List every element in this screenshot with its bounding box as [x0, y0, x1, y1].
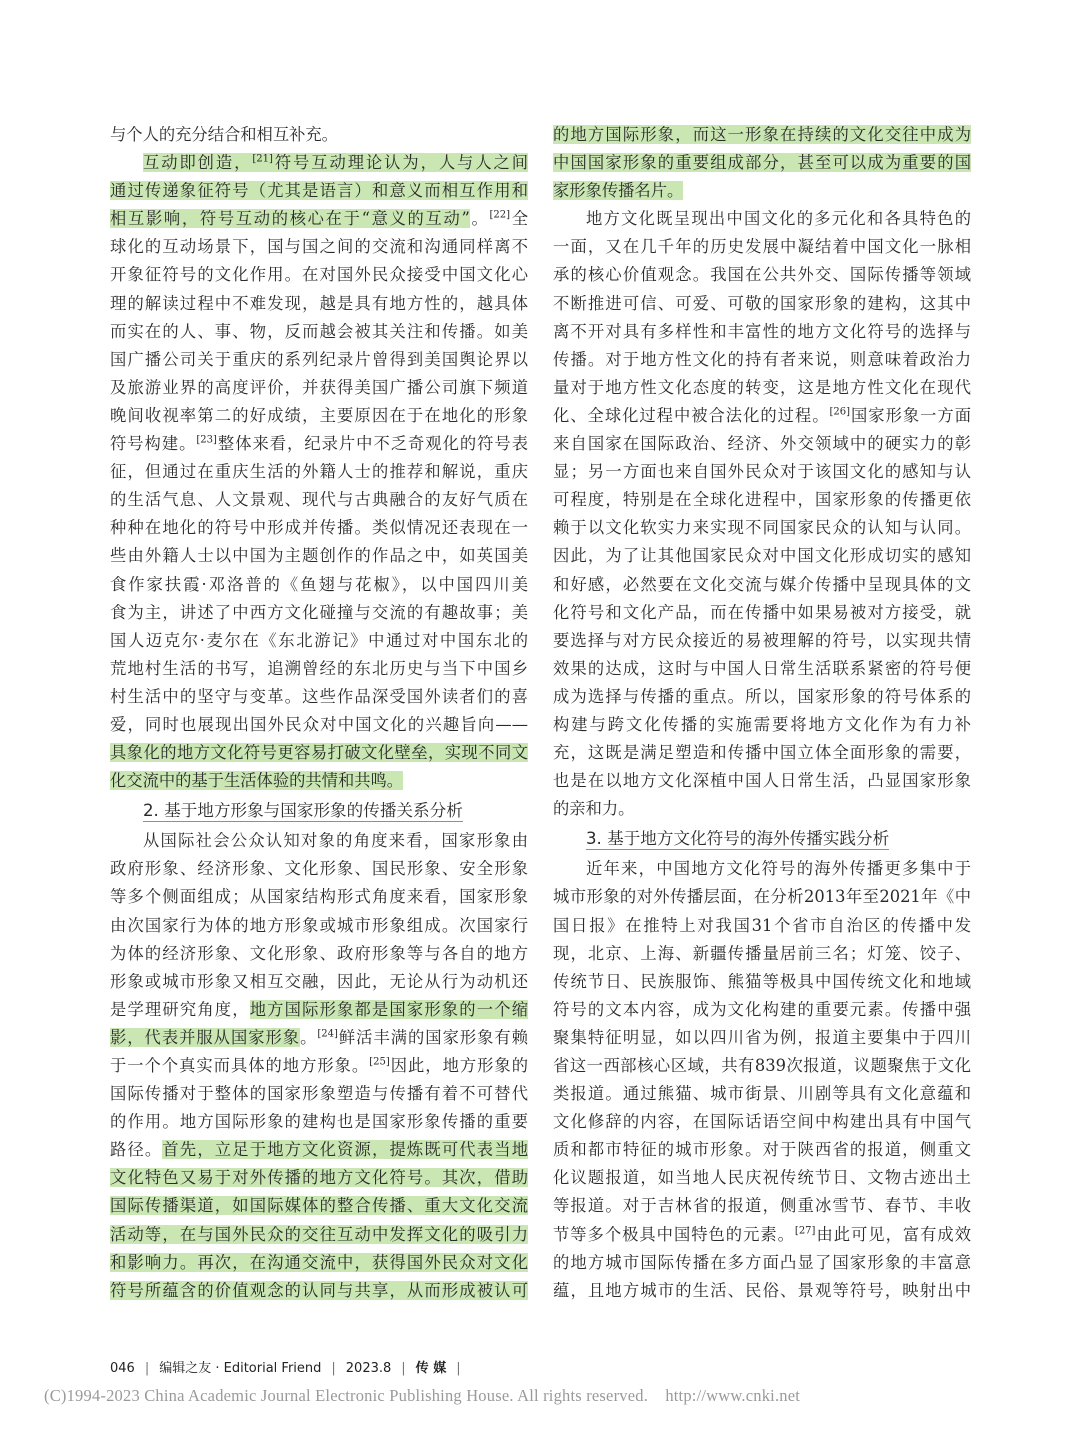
text-line: 类报道。通过熊猫、城市街景、川剧等具有文化意蕴和 — [553, 1084, 971, 1104]
text-line: 于一个个真实而具体的地方形象。[25]因此，地方形象的 — [110, 1056, 528, 1075]
text-line: 与个人的充分结合和相互补充。 — [110, 125, 338, 144]
text-line: 的作用。地方国际形象的建构也是国家形象传播的重要 — [110, 1112, 528, 1132]
text-line: 成为选择与传播的重点。所以，国家形象的符号体系的 — [553, 686, 971, 706]
copyright-watermark: (C)1994-2023 China Academic Journal Electronic Publishing House. All rights reserved. http://www.cnki.net — [44, 1386, 801, 1405]
text-line: 荒地村生活的书写，追溯曾经的东北历史与当下中国乡 — [110, 658, 528, 678]
text-line: 相互影响，符号互动的核心在于“意义的互动”。[22]全 — [110, 209, 528, 229]
text-line: 现，北京、上海、新疆传播量居前三名；灯笼、饺子、 — [553, 943, 971, 963]
text-line: 近年来，中国地方文化符号的海外传播更多集中于 — [586, 859, 971, 879]
text-line: 球化的互动场景下，国与国之间的交流和沟通同样离不 — [110, 237, 528, 257]
text-line: 也是在以地方文化深植中国人日常生活，凸显国家形象 — [553, 771, 971, 791]
text-line: 化、全球化过程中被合法化的过程。[26]国家形象一方面 — [553, 405, 971, 425]
text-line: 国际传播对于整体的国家形象塑造与传播有着不可替代 — [110, 1084, 528, 1104]
text-line: 的地方城市国际传播在多方面凸显了国家形象的丰富意 — [553, 1252, 971, 1272]
text-line: 符号所蕴含的价值观念的认同与共享，从而形成被认可 — [110, 1280, 528, 1300]
issue-number: 2023.8 — [345, 1361, 392, 1376]
text-line: 些由外籍人士以中国为主题创作的作品之中，如英国美 — [110, 546, 528, 566]
text-line: 离不开对具有多样性和丰富性的地方文化符号的选择与 — [553, 321, 971, 341]
text-line: 家形象传播名片。 — [553, 181, 684, 201]
page-number: 046 — [110, 1361, 135, 1376]
text-line: 和好感，必然要在文化交流与媒介传播中呈现具体的文 — [553, 574, 971, 594]
text-line: 不断推进可信、可爱、可敬的国家形象的建构，这其中 — [553, 293, 971, 313]
text-line: 而实在的人、事、物，反而越会被其关注和传播。如美 — [110, 321, 528, 341]
text-line: 聚集特征明显，如以四川省为例，报道主要集中于四川 — [553, 1027, 971, 1047]
text-line: 地方文化既呈现出中国文化的多元化和各具特色的 — [586, 209, 971, 229]
text-line: 村生活中的坚守与变革。这些作品深受国外读者们的喜 — [110, 686, 528, 706]
section-heading: 2. 基于地方形象与国家形象的传播关系分析 — [143, 801, 463, 821]
section-name: 传 媒 — [415, 1361, 447, 1376]
text-line: 效果的达成，这时与中国人日常生活联系紧密的符号便 — [553, 658, 971, 678]
text-line: 城市形象的对外传播层面，在分析2013年至2021年《中 — [553, 887, 971, 907]
text-line: 的亲和力。 — [553, 799, 635, 819]
text-line: 晚间收视率第二的好成绩，主要原因在于在地化的形象 — [110, 405, 528, 425]
text-line: 通过传递象征符号（尤其是语言）和意义而相互作用和 — [110, 181, 528, 201]
text-line: 来自国家在国际政治、经济、外交领域中的硬实力的彰 — [553, 434, 971, 454]
text-line: 传统节日、民族服饰、熊猫等极具中国传统文化和地域 — [553, 971, 971, 991]
text-line: 化符号和文化产品，而在传播中如果易被对方接受，就 — [553, 602, 971, 622]
text-line: 路径。首先，立足于地方文化资源，提炼既可代表当地 — [110, 1140, 528, 1160]
text-line: 化交流中的基于生活体验的共情和共鸣。 — [110, 771, 404, 791]
text-line: 中国国家形象的重要组成部分，甚至可以成为重要的国 — [553, 153, 971, 173]
text-line: 活动等，在与国外民众的交往互动中发挥文化的吸引力 — [110, 1224, 528, 1244]
text-line: 显；另一方面也来自国外民众对于该国文化的感知与认 — [553, 462, 971, 482]
text-line: 国人迈克尔·麦尔在《东北游记》中通过对中国东北的 — [110, 630, 528, 650]
text-line: 可程度，特别是在全球化进程中，国家形象的传播更依 — [553, 490, 971, 510]
right-column — [553, 121, 971, 1305]
text-line: 符号的文本内容，成为文化构建的重要元素。传播中强 — [553, 999, 971, 1019]
text-line: 赖于以文化软实力来实现不同国家民众的认知与认同。 — [553, 518, 971, 538]
text-line: 理的解读过程中不难发现，越是具有地方性的，越具体 — [110, 293, 528, 313]
text-line: 具象化的地方文化符号更容易打破文化壁垒，实现不同文 — [110, 743, 528, 763]
page-footer: 046 | 编辑之友 · Editorial Friend | 2023.8 | 传 媒 | — [110, 1361, 461, 1376]
text-line: 等多个侧面组成；从国家结构形式角度来看，国家形象 — [110, 887, 528, 907]
left-column — [110, 121, 528, 1305]
text-line: 政府形象、经济形象、文化形象、国民形象、安全形象 — [110, 859, 528, 879]
text-line: 开象征符号的文化作用。在对国外民众接受中国文化心 — [110, 265, 528, 285]
text-line: 的地方国际形象，而这一形象在持续的文化交往中成为 — [553, 125, 971, 144]
text-line: 传播。对于地方性文化的持有者来说，则意味着政治力 — [553, 349, 971, 369]
text-line: 符号构建。[23]整体来看，纪录片中不乏奇观化的符号表 — [110, 434, 528, 454]
text-line: 形象或城市形象又相互交融，因此，无论从行为动机还 — [110, 971, 528, 991]
text-line: 因此，为了让其他国家民众对中国文化形成切实的感知 — [553, 546, 971, 566]
text-line: 化议题报道，如当地人民庆祝传统节日、文物古迹出土 — [553, 1168, 971, 1188]
text-line: 的生活气息、人文景观、现代与古典融合的友好气质在 — [110, 490, 528, 510]
section-heading: 3. 基于地方文化符号的海外传播实践分析 — [586, 829, 890, 849]
text-line: 一面，又在几千年的历史发展中凝结着中国文化一脉相 — [553, 237, 971, 257]
text-line: 由次国家行为体的地方形象或城市形象组成。次国家行 — [110, 915, 528, 935]
text-line: 文化特色又易于对外传播的地方文化符号。其次，借助 — [110, 1168, 528, 1188]
text-line: 爱，同时也展现出国外民众对中国文化的兴趣旨向—— — [110, 714, 528, 734]
text-line: 国日报》在推特上对我国31个省市自治区的传播中发 — [553, 915, 971, 935]
text-line: 节等多个极具中国特色的元素。[27]由此可见，富有成效 — [553, 1224, 971, 1244]
text-line: 蕴，且地方城市的生活、民俗、景观等符号，映射出中 — [553, 1280, 971, 1300]
text-line: 构建与跨文化传播的实施需要将地方文化作为有力补 — [553, 714, 971, 734]
text-line: 国广播公司关于重庆的系列纪录片曾得到美国舆论界以 — [110, 349, 528, 369]
text-line: 互动即创造，[21]符号互动理论认为，人与人之间 — [143, 153, 528, 173]
text-line: 要选择与对方民众接近的易被理解的符号，以实现共情 — [553, 630, 971, 650]
text-line: 文化修辞的内容，在国际话语空间中构建出具有中国气 — [553, 1112, 971, 1132]
journal-name: 编辑之友 · Editorial Friend — [159, 1361, 322, 1376]
text-line: 及旅游业界的高度评价，并获得美国广播公司旗下频道 — [110, 377, 528, 397]
text-line: 食为主，讲述了中西方文化碰撞与交流的有趣故事；美 — [110, 602, 528, 622]
text-line: 影，代表并服从国家形象。[24]鲜活丰满的国家形象有赖 — [110, 1027, 528, 1047]
text-line: 充，这既是满足塑造和传播中国立体全面形象的需要， — [553, 743, 971, 763]
text-line: 承的核心价值观念。我国在公共外交、国际传播等领域 — [553, 265, 971, 285]
text-line: 和影响力。再次，在沟通交流中，获得国外民众对文化 — [110, 1252, 528, 1272]
text-line: 质和都市特征的城市形象。对于陕西省的报道，侧重文 — [553, 1140, 971, 1160]
text-line: 征，但通过在重庆生活的外籍人士的推荐和解说，重庆 — [110, 462, 528, 482]
text-line: 等报道。对于吉林省的报道，侧重冰雪节、春节、丰收 — [553, 1196, 971, 1216]
text-line: 省这一西部核心区域，共有839次报道，议题聚焦于文化 — [553, 1056, 971, 1075]
text-line: 国际传播渠道，如国际媒体的整合传播、重大文化交流 — [110, 1196, 528, 1216]
text-line: 食作家扶霞·邓洛普的《鱼翅与花椒》，以中国四川美 — [110, 574, 528, 594]
text-line: 是学理研究角度，地方国际形象都是国家形象的一个缩 — [110, 999, 528, 1019]
text-line: 从国际社会公众认知对象的角度来看，国家形象由 — [143, 831, 528, 851]
text-line: 量对于地方性文化态度的转变，这是地方性文化在现代 — [553, 377, 971, 397]
text-line: 种种在地化的符号中形成并传播。类似情况还表现在一 — [110, 518, 528, 538]
text-line: 为体的经济形象、文化形象、政府形象等与各自的地方 — [110, 943, 528, 963]
